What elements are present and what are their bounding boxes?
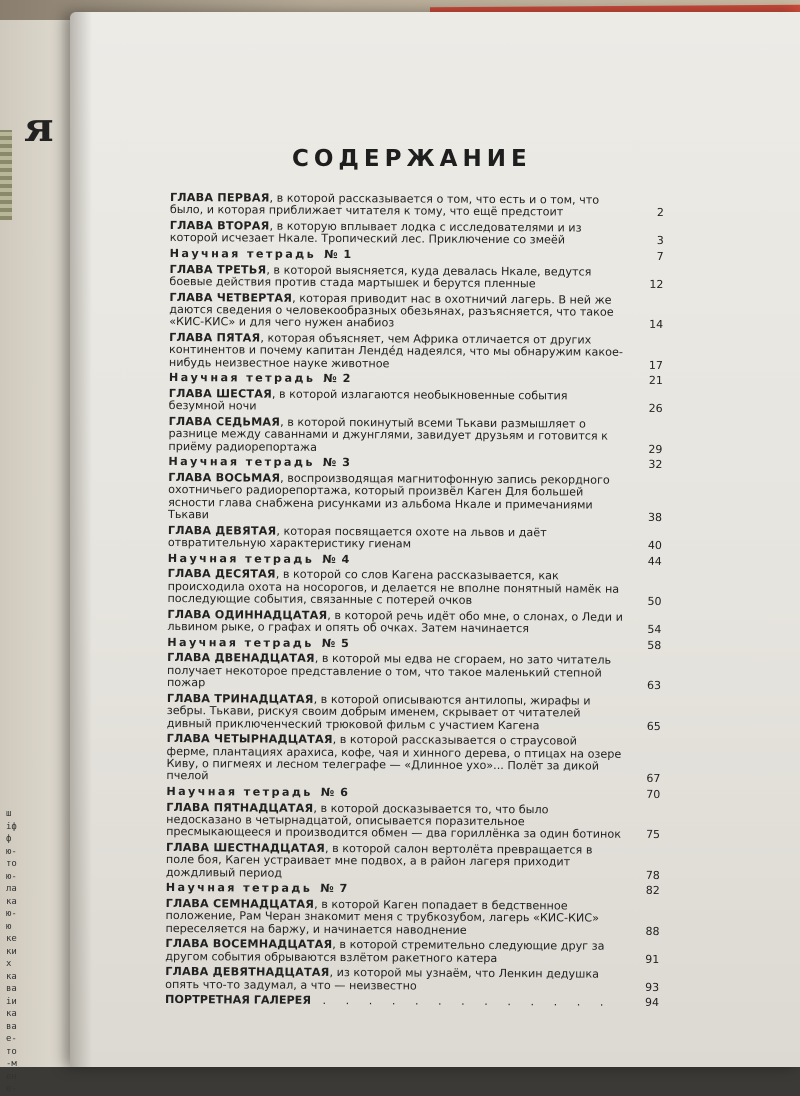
toc-chapter-entry[interactable] [165, 897, 660, 938]
left-page-heading-letter: я [24, 104, 54, 151]
notebook-number: № 3 [322, 456, 351, 470]
left-page-text-fragment: ва [6, 984, 17, 994]
entry-heading: ГЛАВА ВОСЕМНАДЦАТАЯ [165, 937, 333, 952]
left-page-text-fragment: ш [6, 809, 12, 819]
toc-notebook-entry[interactable] [165, 881, 660, 898]
entry-description: , в которую вплывает лодка с исследователями и из которой исчезает Нкале. Тропический лес. Приключение со змеёй [169, 219, 582, 247]
toc-chapter-entry[interactable] [166, 691, 661, 733]
page-number: 82 [645, 884, 660, 898]
toc-notebook-entry[interactable] [167, 635, 662, 652]
toc-notebook-entry[interactable] [169, 246, 664, 264]
entry-description: , которая приводит нас в охотничий лагерь. В ней же даются сведения о человекообразных обезьянах, разъясняется, что такое «КИС-КИС» и для чего нужен анабиоз [169, 291, 614, 330]
postage-stamp [0, 130, 12, 220]
page-number: 44 [647, 554, 662, 568]
page-number: 3 [656, 234, 664, 248]
notebook-number: № 2 [323, 372, 352, 386]
notebook-number: № 6 [320, 785, 349, 800]
toc-notebook-entry[interactable] [166, 785, 661, 802]
entry-heading: ПОРТРЕТНАЯ ГАЛЕРЕЯ [165, 993, 311, 1008]
toc-notebook-entry[interactable] [168, 371, 663, 388]
toc-chapter-entry[interactable] [166, 800, 661, 842]
page-number: 26 [648, 402, 663, 416]
page-number: 63 [646, 679, 662, 693]
entry-description: , которая объясняет, чем Африка отличается от других континентов и почему капитан Ленде́д надеялся, что мы обнаружим какое-нибудь неизвестное науке животное [168, 331, 623, 371]
entry-heading: ГЛАВА ТРИНАДЦАТАЯ [166, 691, 314, 706]
entry-description: , в которой стремительно следующие друг за другом события обрываются взлётом ракетного катера [165, 938, 605, 965]
entry-heading: ГЛАВА ТРЕТЬЯ [169, 262, 267, 277]
entry-heading: Научная тетрадь [165, 881, 313, 896]
entry-description: , из которой мы узнаём, что Ленкин дедушка опять что-то задумал, а что — неизвестно [165, 966, 600, 993]
left-page-text-fragment: ю- [6, 871, 17, 882]
leader-dots: . . . . . . . . . . . . . [310, 994, 612, 1010]
page-number: 2 [656, 206, 664, 220]
page-number: 21 [648, 374, 663, 388]
notebook-number: № 5 [321, 636, 350, 650]
toc-gallery-entry[interactable] [165, 993, 660, 1010]
toc-chapter-entry[interactable] [169, 262, 664, 292]
entry-description: , в которой речь идёт обо мне, о слонах, о Леди и львином рыке, о графах и опять об очках. Затем начинается [167, 608, 623, 636]
entry-description: , в которой покинутый всеми Тькави размышляет о разнице между саваннами и джунглями, завидует друзьям и готовится к приёму радиорепортажа [168, 415, 608, 454]
left-page-text-fragment: іи [6, 996, 17, 1007]
entry-heading: ГЛАВА ЧЕТЫРНАДЦАТАЯ [166, 732, 333, 747]
page-number: 54 [647, 623, 662, 637]
page-number: 58 [647, 638, 662, 652]
left-page-text-fragment: ф [6, 834, 12, 844]
page-number: 50 [647, 595, 662, 609]
page-number: 12 [649, 277, 664, 292]
toc-chapter-entry[interactable] [165, 937, 660, 966]
entry-heading: Научная тетрадь [169, 246, 317, 261]
page-number: 91 [645, 952, 660, 966]
left-page-text-fragment: ке [6, 934, 17, 944]
toc-chapter-entry[interactable] [168, 386, 663, 416]
left-page-text-fragment: е- [6, 1034, 17, 1044]
page-number: 40 [647, 539, 662, 553]
page-number: 67 [646, 772, 661, 786]
toc-chapter-entry[interactable] [167, 607, 662, 637]
toc-chapter-entry[interactable] [167, 470, 663, 525]
entry-heading: ГЛАВА ЧЕТВЕРТАЯ [169, 290, 293, 305]
entry-description: , в которой рассказывается о страусовой ферме, плантациях арахиса, кофе, чая и хинного дерева, о птицах на озере Киву, о пигмеях и лесном телеграфе — «Длинное ухо»... Полёт за дикой пчелой [166, 733, 622, 783]
entry-description: , в которой мы едва не сгораем, но зато читатель получает некоторое представление о том, что такое маленький степной пожар [166, 652, 612, 690]
toc-chapter-entry[interactable] [167, 523, 662, 553]
toc-chapter-entry[interactable] [166, 651, 662, 693]
entry-description: , воспроизводящая магнитофонную запись рекордного охотничьего радиорепортажа, который произвёл Каген Для большей ясности глава снабжена рисунками из альбома Нкале и примечаниями Тькави [167, 471, 610, 522]
entry-heading: ГЛАВА ШЕСТНАДЦАТАЯ [165, 841, 326, 855]
entry-heading: ГЛАВА ВОСЬМАЯ [168, 470, 281, 485]
toc-chapter-entry[interactable] [168, 414, 663, 456]
entry-heading: ГЛАВА ДЕВЯТНАДЦАТАЯ [165, 965, 330, 980]
left-page-text-fragment: ю- [6, 909, 17, 919]
notebook-number: № 7 [320, 882, 349, 896]
entry-heading: Научная тетрадь [168, 455, 315, 470]
toc-notebook-entry[interactable] [167, 551, 662, 568]
toc-chapter-entry[interactable] [165, 841, 660, 882]
page-number: 29 [648, 442, 663, 456]
left-page-text-fragment: ю- [6, 846, 17, 857]
left-page-text-column [6, 808, 20, 1096]
left-page-text-fragment: ен [6, 1071, 17, 1082]
left-page-text-fragment: ких [6, 946, 17, 969]
left-page-text-fragment: е- [6, 1084, 17, 1094]
entry-heading: Научная тетрадь [167, 635, 314, 650]
entry-description: , в которой описываются антилопы, жирафы и зебры. Тькави, рискуя своим добрым именем, скрывает от читателей дивный приключенческий трюковой фильм с участием Кагена [166, 692, 591, 732]
toc-chapter-entry[interactable] [168, 330, 663, 372]
left-page-text-fragment: ва [6, 1021, 17, 1032]
toc-chapter-entry[interactable] [169, 290, 664, 332]
page-gutter-shadow [70, 12, 92, 1067]
page-number: 75 [646, 828, 661, 842]
left-page-text-fragment: ка [6, 896, 17, 907]
toc-chapter-entry[interactable] [169, 191, 664, 220]
entry-heading: ГЛАВА СЕДЬМАЯ [168, 414, 281, 429]
entry-heading: ГЛАВА ОДИННАДЦАТАЯ [167, 607, 328, 622]
left-page-text-fragment: ла [6, 884, 17, 894]
table-of-contents [165, 191, 664, 1013]
left-page-text-fragment: ка [6, 971, 17, 982]
entry-description: , которая посвящается охоте на львов и даёт отвратительную характеристику гиенам [167, 524, 547, 551]
page-number: 38 [647, 511, 663, 525]
left-page-text-fragment: то [6, 859, 17, 869]
page-title: СОДЕРЖАНИЕ [292, 146, 532, 172]
left-page-text-fragment: іф [6, 821, 17, 832]
page-number: 78 [645, 868, 660, 882]
left-page-text-fragment: ка [6, 1009, 17, 1019]
page-number: 88 [645, 924, 660, 938]
entry-description: , в которой рассказывается о том, что есть и о том, что было, и которая приближает читателя к тому, что ещё предстоит [169, 191, 600, 219]
toc-chapter-entry[interactable] [167, 567, 662, 609]
toc-chapter-entry[interactable] [165, 965, 660, 994]
entry-description: , в которой Каген попадает в бедственное положение, Рам Черан знакомит меня с трубкозубом, лагерь «КИС-КИС» переселяется на баржу, и начинается наводнение [165, 897, 600, 937]
entry-heading: Научная тетрадь [167, 551, 315, 566]
entry-heading: ГЛАВА ШЕСТАЯ [168, 386, 272, 401]
page-number: 7 [656, 249, 664, 264]
page-number: 32 [648, 458, 663, 472]
entry-heading: ГЛАВА ДЕСЯТАЯ [167, 567, 276, 582]
notebook-number: № 1 [324, 247, 353, 262]
page-number: 70 [646, 787, 661, 802]
entry-heading: ГЛАВА ДВЕНАДЦАТАЯ [167, 651, 315, 666]
left-page-text-fragment: ю [6, 921, 12, 932]
entry-description: , в которой со слов Кагена рассказывается, как происходила охота на носорогов, и делается не вполне понятный намёк на последующие события, связанные с потерей очков [167, 568, 620, 608]
page-number: 94 [645, 996, 660, 1010]
left-page-text-fragment: то [6, 1046, 17, 1057]
entry-description: , в которой излагаются необыкновенные события безумной ночи [168, 387, 568, 413]
left-page-text-fragment: -м [6, 1059, 17, 1069]
entry-heading: ГЛАВА ДЕВЯТАЯ [167, 523, 277, 538]
toc-notebook-entry[interactable] [168, 455, 663, 472]
page-number: 65 [646, 719, 661, 733]
page-number: 17 [648, 358, 663, 372]
entry-heading: ГЛАВА СЕМНАДЦАТАЯ [165, 897, 315, 911]
toc-chapter-entry[interactable] [166, 732, 661, 786]
entry-heading: ГЛАВА ПЯТАЯ [169, 330, 261, 345]
entry-description: , в которой салон вертолёта превращается в поле боя, Каген устраивает мне подвох, а в район лагеря приходит дождливый период [165, 841, 593, 880]
entry-heading: ГЛАВА ПЕРВАЯ [169, 191, 270, 205]
page-number: 14 [649, 318, 664, 332]
entry-heading: ГЛАВА ПЯТНАДЦАТАЯ [166, 800, 314, 815]
toc-chapter-entry[interactable] [169, 218, 664, 248]
entry-description: , в которой досказывается то, что было недосказано в четырнадцатой, описывается поразительное пресмыкающееся и производится обмен — два гориллёнка за один ботинок [166, 801, 622, 842]
entry-description: , в которой выясняется, куда девалась Нкале, ведутся боевые действия против стада мартышек и берутся пленные [169, 263, 592, 291]
entry-heading: Научная тетрадь [168, 371, 316, 386]
entry-heading: Научная тетрадь [166, 785, 313, 799]
notebook-number: № 4 [322, 552, 351, 566]
entry-heading: ГЛАВА ВТОРАЯ [169, 218, 270, 233]
page-number: 93 [645, 980, 660, 994]
